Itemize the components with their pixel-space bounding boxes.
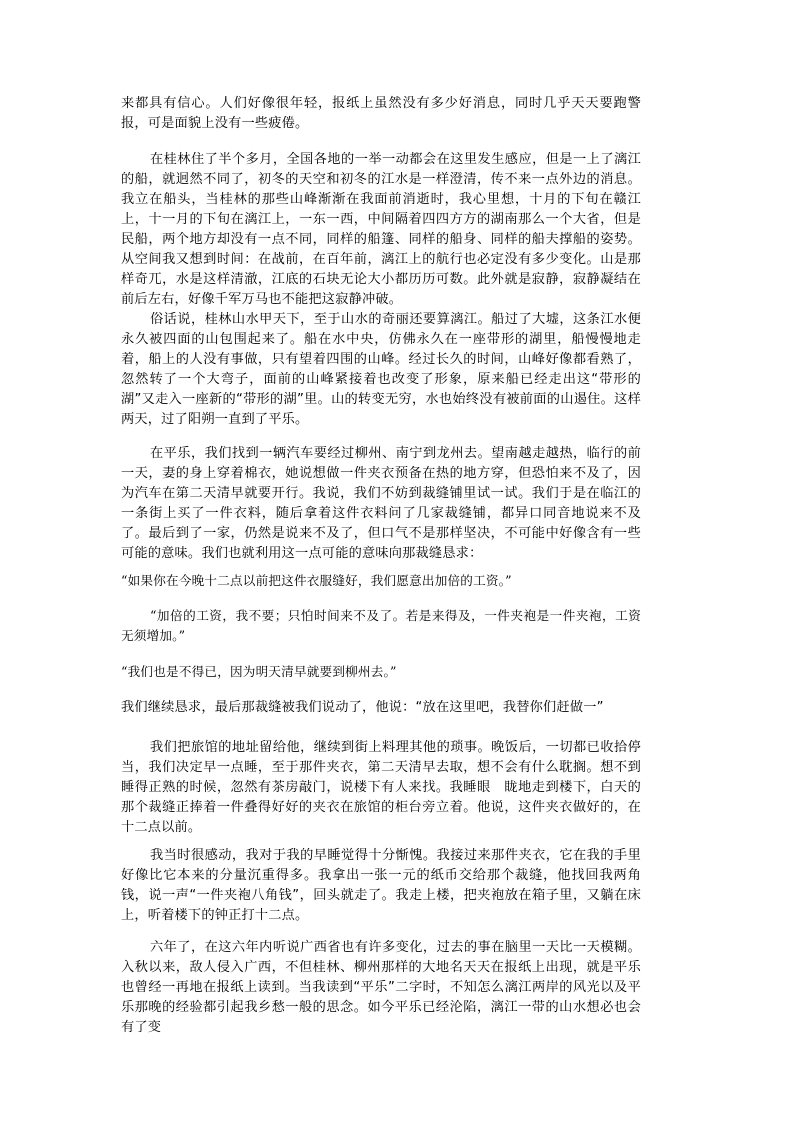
paragraph-8: 六年了，在这六年内听说广西省也有许多变化，过去的事在脑里一天比一天模糊。入秋以来，敌人侵入广西，不但桂林、柳州那样的大地名天天在报纸上出现，就是平乐也曾经一再地在报纸上读到。当我读到“平乐”二字时，不知怎么漓江两岸的风光以及平乐那晚的经验都引起我乡愁一般的思念。如今平乐已经沦陷，漓江一带的山水想必也会有了变 — [121, 940, 641, 1035]
paragraph-3: 俗话说，桂林山水甲天下，至于山水的奇丽还要算漓江。船过了大墟，这条江水便永久被四面的山包围起来了。船在水中央，仿佛永久在一座带形的湖里，船慢慢地走着，船上的人没有事做，只有望着四围的山峰。经过长久的时间，山峰好像都看熟了，忽然转了一个大弯子，面前的山峰紧接着也改变了形象，原来船已经走出这“带形的湖”又走入一座新的“带形的湖”里。山的转变无穷，水也始终没有被前面的山遏住。这样两天，过了阳朔一直到了平乐。 — [121, 312, 641, 427]
quote-2: “加倍的工资，我不要；只怕时间来不及了。若是来得及，一件夹袍是一件夹袍，工资无须增加。” — [121, 608, 641, 643]
paragraph-6: 我们把旅馆的地址留给他，继续到街上料理其他的琐事。晚饭后，一切都已收拾停当，我们决定早一点睡，至于那件夹衣，第二天清早去取，想不会有什么耽搁。想不到睡得正熟的时候，忽然有茶房敲门，说楼下有人来找。我睡眼 眬地走到楼下，白天的那个裁缝正捧着一件叠得好好的夹衣在旅馆的柜台旁立着。他说，这件夹衣做好的，在十二点以前。 — [121, 740, 641, 835]
quote-3: “我们也是不得已，因为明天清早就要到柳州去。” — [121, 664, 397, 679]
paragraph-4: 在平乐，我们找到一辆汽车要经过柳州、南宁到龙州去。望南越走越热，临行的前一天，妻的身上穿着棉衣，她说想做一件夹衣预备在热的地方穿，但恐怕来不及了，因为汽车在第二天清早就要开行。我说，我们不妨到裁缝铺里试一试。我们于是在临江的一条街上买了一件衣料，随后拿着这件衣料问了几家裁缝铺，都异口同音地说来不及了。最后到了一家，仍然是说来不及了，但口气不是那样坚决，不可能中好像含有一些可能的意味。我们也就利用这一点可能的意味向那裁缝恳求： — [121, 446, 641, 561]
paragraph-2: 在桂林住了半个多月，全国各地的一举一动都会在这里发生感应，但是一上了漓江的船，就迥然不同了，初冬的天空和初冬的江水是一样澄清，传不来一点外边的消息。我立在船头，当桂林的那些山峰渐渐在我面前消逝时，我心里想，十月的下旬在赣江上，十一月的下旬在漓江上，一东一西，中间隔着四四方方的湖南那么一个大省，但是民船，两个地方却没有一点不同，同样的船篷、同样的船身、同样的船夫撑船的姿势。从空间我又想到时间：在战前，在百年前，漓江上的航行也必定没有多少变化。山是那样奇兀，水是这样清澈，江底的石块无论大小都历历可数。此外就是寂静，寂静凝结在前后左右，好像千军万马也不能把这寂静冲破。 — [121, 152, 641, 307]
quote-1: “如果你在今晚十二点以前把这件衣服缝好，我们愿意出加倍的工资。” — [121, 573, 512, 588]
paragraph-5: 我们继续恳求，最后那裁缝被我们说动了，他说：“放在这里吧，我替你们赶做一” — [121, 700, 604, 715]
paragraph-1: 来都具有信心。人们好像很年轻，报纸上虽然没有多少好消息，同时几乎天天要跑警报，可是面貌上没有一些疲倦。 — [121, 96, 641, 131]
paragraph-7: 我当时很感动，我对于我的早睡觉得十分惭愧。我接过来那件夹衣，它在我的手里好像比它本来的分量沉重得多。我拿出一张一元的纸币交给那个裁缝，他找回我两角钱，说一声“一件夹袍八角钱”，回头就走了。我走上楼，把夹袍放在箱子里，又躺在床上，听着楼下的钟正打十二点。 — [121, 848, 641, 923]
